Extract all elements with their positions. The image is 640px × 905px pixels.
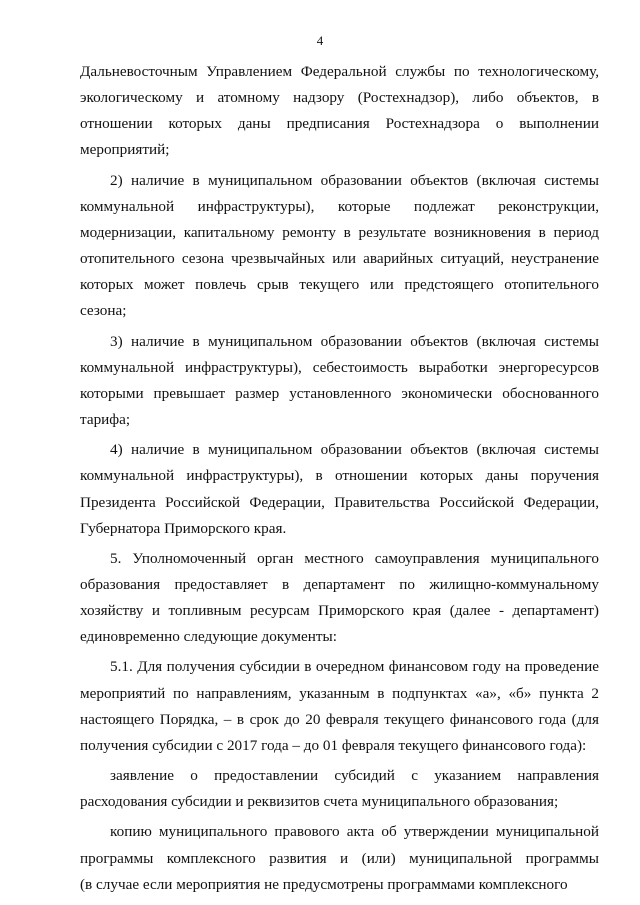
text-line: мероприятий по направлениям, указанным в подпунктах «а», «б» пункта 2 [80, 684, 599, 702]
text-line: 4) наличие в муниципальном образовании объектов (включая системы [110, 441, 599, 459]
text-line: (в случае если мероприятия не предусмотрены программами комплексного [80, 875, 568, 893]
text-line: Президента Российской Федерации, Правительства Российской Федерации, [80, 493, 599, 511]
paragraph [80, 59, 599, 164]
text-line: мероприятий; [80, 141, 170, 159]
text-line: отношении которых даны предписания Ростехнадзора о выполнении [80, 115, 599, 133]
text-line: экологическому и атомному надзору (Ростехнадзор), либо объектов, в [80, 89, 599, 107]
text-line: 3) наличие в муниципальном образовании объектов (включая системы [110, 332, 599, 350]
paragraph [80, 168, 599, 325]
text-line: сезона; [80, 302, 127, 320]
text-line: коммунальной инфраструктуры), которые подлежат реконструкции, [80, 197, 599, 215]
text-line: программы комплексного развития и (или) муниципальной программы [80, 849, 599, 867]
text-line: отопительного сезона чрезвычайных или аварийных ситуаций, неустранение [80, 250, 599, 268]
text-line: заявление о предоставлении субсидий с указанием направления [110, 767, 599, 785]
text-line: получения субсидии с 2017 года – до 01 февраля текущего финансового года): [80, 736, 587, 754]
text-line: копию муниципального правового акта об утверждении муниципальной [110, 823, 599, 841]
paragraph [80, 329, 599, 434]
paragraph [80, 654, 599, 759]
paragraph [80, 437, 599, 542]
page-number: 4 [316, 33, 324, 48]
text-line: которыми превышает размер установленного экономически обоснованного [80, 384, 599, 402]
text-line: единовременно следующие документы: [80, 628, 337, 646]
text-line: 5. Уполномоченный орган местного самоуправления муниципального [110, 549, 599, 567]
text-line: тарифа; [80, 411, 131, 429]
paragraph [80, 763, 599, 815]
paragraph [80, 819, 599, 897]
text-line: которых может повлечь срыв текущего или предстоящего отопительного [80, 276, 599, 294]
text-line: 2) наличие в муниципальном образовании объектов (включая системы [110, 171, 599, 189]
document-body [80, 59, 599, 898]
text-line: модернизации, капитальному ремонту в результате возникновения в период [80, 223, 599, 241]
paragraph [80, 546, 599, 651]
text-line: Дальневосточным Управлением Федеральной службы по технологическому, [80, 63, 599, 80]
text-line: настоящего Порядка, – в срок до 20 февраля текущего финансового года (для [80, 710, 599, 728]
text-line: хозяйству и топливным ресурсам Приморского края (далее - департамент) [80, 602, 599, 620]
text-line: расходования субсидии и реквизитов счета муниципального образования; [80, 793, 559, 811]
text-line: Губернатора Приморского края. [80, 519, 287, 537]
text-line: коммунальной инфраструктуры), себестоимость выработки энергоресурсов [80, 358, 599, 376]
text-line: образования предоставляет в департамент по жилищно-коммунальному [80, 575, 599, 593]
text-line: коммунальной инфраструктуры), в отношении которых даны поручения [80, 467, 599, 485]
text-line: 5.1. Для получения субсидии в очередном финансовом году на проведение [110, 658, 599, 676]
